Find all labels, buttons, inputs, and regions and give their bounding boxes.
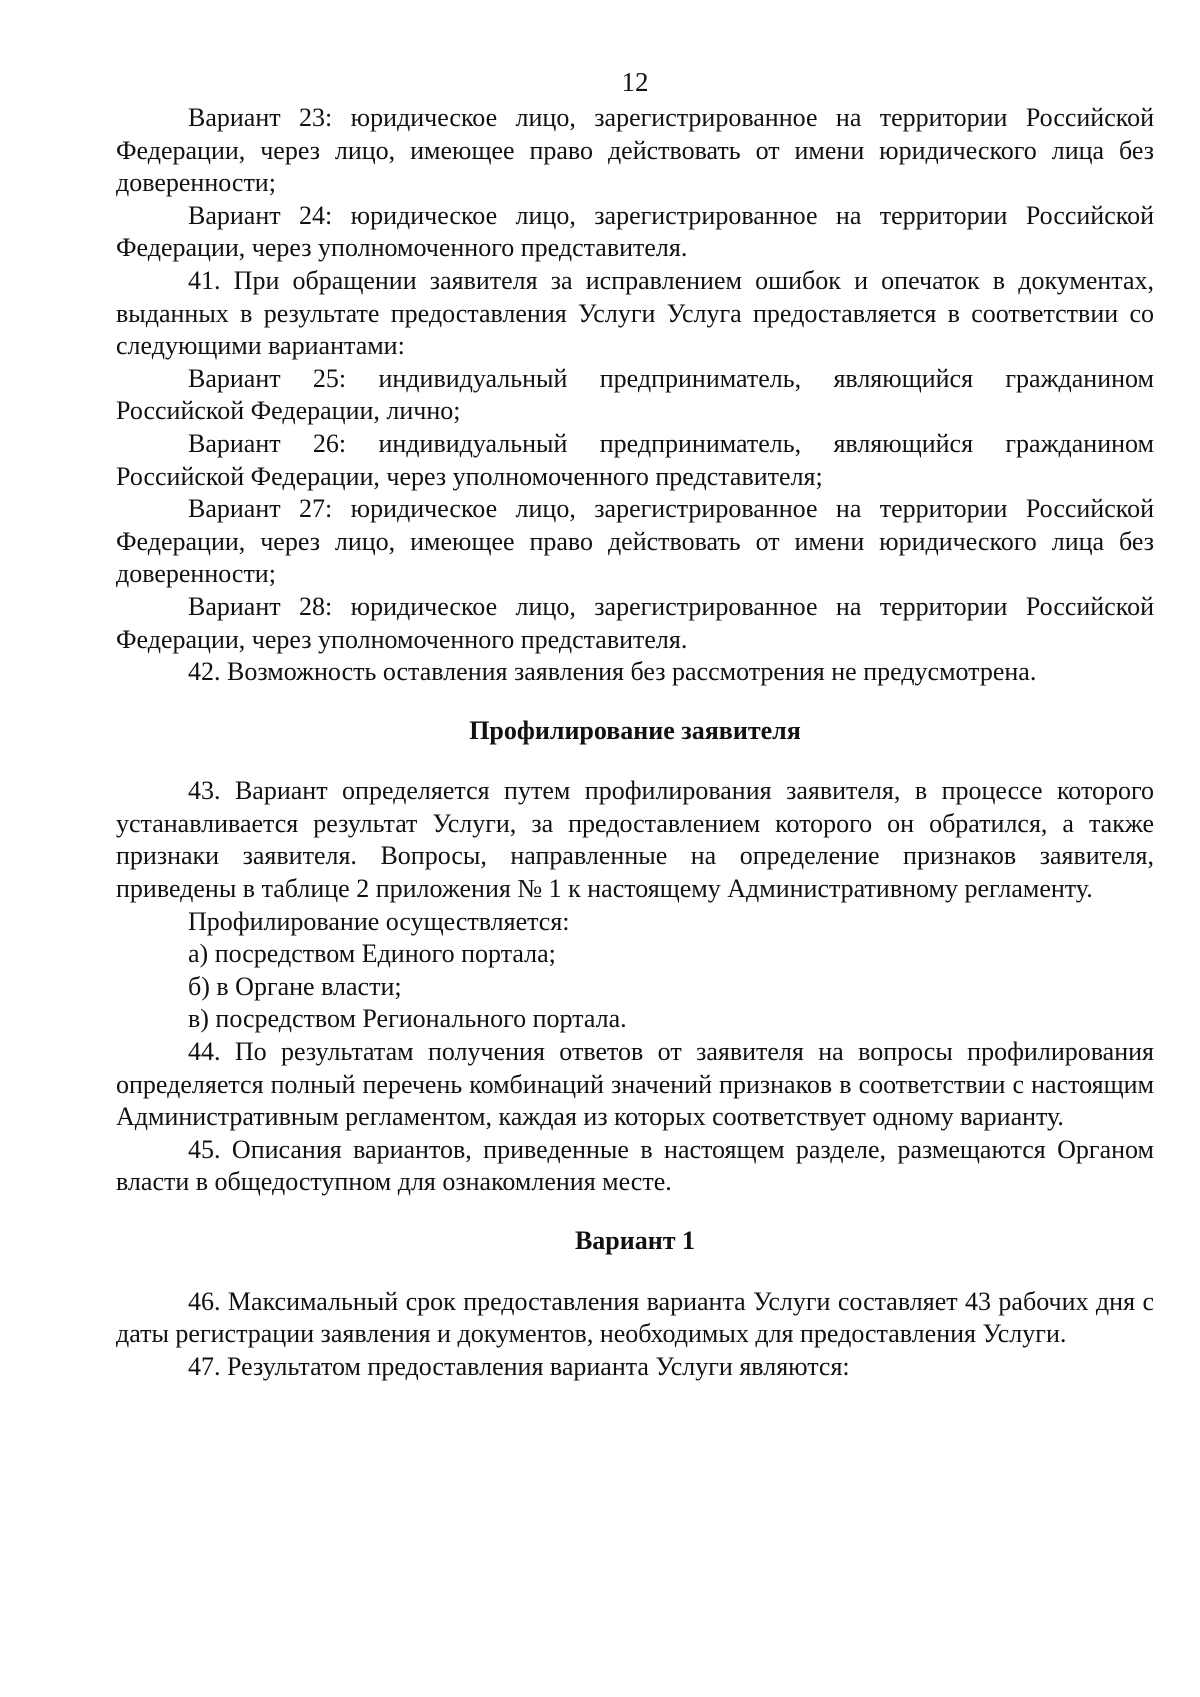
list-item-b: б) в Органе власти;: [188, 971, 402, 1001]
paragraph-variant-28: Вариант 28: юридическое лицо, зарегистрированное на территории Российской Федерации, через уполномоченного представителя.: [116, 591, 1154, 654]
paragraph-44: 44. По результатам получения ответов от заявителя на вопросы профилирования определяется полный перечень комбинаций значений признаков в соответствии с настоящим Административным регламентом, каждая из которых соответствует одному варианту.: [116, 1037, 1154, 1132]
paragraph-variant-23: Вариант 23: юридическое лицо, зарегистрированное на территории Российской Федерации, через лицо, имеющее право действовать от имени юридического лица без доверенности;: [116, 103, 1154, 198]
list-item-c: в) посредством Регионального портала.: [188, 1004, 627, 1034]
section-heading-variant-1: Вариант 1: [574, 1226, 696, 1255]
paragraph-variant-26: Вариант 26: индивидуальный предприниматель, являющийся гражданином Российской Федерации, через уполномоченного представителя;: [116, 428, 1154, 491]
paragraph-42: 42. Возможность оставления заявления без рассмотрения не предусмотрена.: [188, 657, 1037, 687]
paragraph-45: 45. Описания вариантов, приведенные в настоящем разделе, размещаются Органом власти в общедоступном для ознакомления месте.: [116, 1134, 1154, 1197]
list-item-a: а) посредством Единого портала;: [188, 939, 556, 969]
section-profiling: [116, 775, 1154, 1199]
paragraph-variant-24: Вариант 24: юридическое лицо, зарегистрированное на территории Российской Федерации, через уполномоченного представителя.: [116, 200, 1154, 263]
paragraph-41: 41. При обращении заявителя за исправлением ошибок и опечаток в документах, выданных в результате предоставления Услуги Услуга предоставляется в соответствии со следующими вариантами:: [116, 265, 1154, 361]
paragraph-variant-25: Вариант 25: индивидуальный предприниматель, являющийся гражданином Российской Федерации, лично;: [116, 363, 1154, 426]
page-number: 12: [621, 67, 649, 97]
section-heading-profiling: Профилирование заявителя: [469, 715, 801, 745]
section-variant-1: [116, 1286, 1154, 1384]
paragraph-43: 43. Вариант определяется путем профилирования заявителя, в процессе которого устанавливается результат Услуги, за предоставлением которого он обратился, а также признаки заявителя. Вопросы, направленные на определение признаков заявителя, приведены в таблице 2 приложения № 1 к настоящему Административному регламенту.: [116, 776, 1154, 904]
document-page: [116, 66, 1154, 1383]
paragraph-47: 47. Результатом предоставления варианта Услуги являются:: [188, 1351, 850, 1381]
paragraph-profiling-intro: Профилирование осуществляется:: [188, 906, 570, 936]
paragraph-46: 46. Максимальный срок предоставления варианта Услуги составляет 43 рабочих дня с даты регистрации заявления и документов, необходимых для предоставления Услуги.: [116, 1286, 1154, 1349]
paragraph-variant-27: Вариант 27: юридическое лицо, зарегистрированное на территории Российской Федерации, через лицо, имеющее право действовать от имени юридического лица без доверенности;: [116, 494, 1154, 589]
section-variants-continued: [116, 102, 1154, 689]
